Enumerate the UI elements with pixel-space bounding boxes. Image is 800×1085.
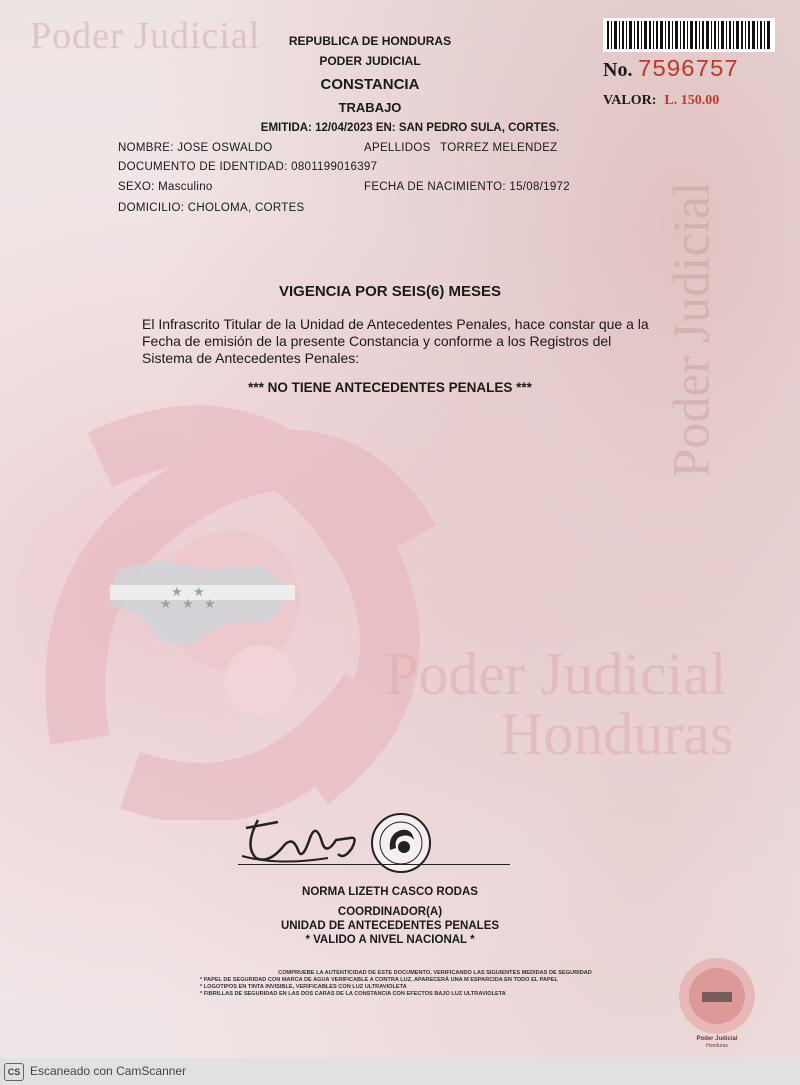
vigencia-heading: VIGENCIA POR SEIS(6) MESES <box>279 283 501 300</box>
valor-label: VALOR: <box>603 93 657 108</box>
signer-validity: * VALIDO A NIVEL NACIONAL * <box>305 934 475 946</box>
domicilio-value: CHOLOMA, CORTES <box>187 202 305 214</box>
barcode <box>603 18 775 52</box>
signer-unit: UNIDAD DE ANTECEDENTES PENALES <box>280 920 500 932</box>
result-text: *** NO TIENE ANTECEDENTES PENALES *** <box>248 380 532 395</box>
documento-label: DOCUMENTO DE IDENTIDAD: <box>118 161 288 173</box>
nombre-value: JOSE OSWALDO <box>177 142 273 154</box>
fine-print-line: * PAPEL DE SEGURIDAD CON MARCA DE AGUA VERIFICABLE A CONTRA LUZ, APARECERÁ UNA M ESPARCIDA EN TODO EL PAPEL <box>200 977 558 983</box>
svg-text:★: ★ <box>160 597 172 612</box>
bottom-stamp-icon <box>672 952 762 1052</box>
domicilio-row <box>118 202 305 214</box>
fine-print-line: * LOGOTIPOS EN TINTA INVISIBLE, VERIFICABLES CON LUZ ULTRAVIOLETA <box>200 984 407 990</box>
documento-value: 0801199016397 <box>291 161 378 173</box>
watermark-poder-judicial: Poder Judicial <box>385 641 727 707</box>
fine-print-line: COMPRUEBE LA AUTENTICIDAD DE ESTE DOCUMENTO, VERIFICANDO LAS SIGUIENTES MEDIDAS DE SEGURIDAD <box>278 970 592 976</box>
fecha-label: FECHA DE NACIMIENTO: <box>364 181 506 193</box>
emblem-watermark <box>10 360 450 820</box>
header-doc-type: CONSTANCIA <box>320 76 420 93</box>
serial-prefix: No. <box>603 59 633 81</box>
signer-name: NORMA LIZETH CASCO RODAS <box>302 886 478 898</box>
svg-text:★: ★ <box>171 585 183 600</box>
signature <box>238 808 368 872</box>
body-text: El Infrascrito Titular de la Unidad de Antecedentes Penales, hace constar que a la Fecha de emisión de la presente Constancia y conforme a los Registros del Sistema de Antecedentes Penales: <box>142 316 649 366</box>
watermark-side: Poder Judicial <box>663 181 721 478</box>
fecha-row <box>364 181 570 193</box>
serial-value: 7596757 <box>637 57 739 84</box>
signer-title: COORDINADOR(A) <box>337 906 443 918</box>
svg-text:★: ★ <box>182 597 194 612</box>
signature-line <box>238 864 510 865</box>
camscanner-footer <box>0 1058 800 1085</box>
valor-amount: L. 150.00 <box>664 93 720 108</box>
fecha-value: 15/08/1972 <box>509 181 570 193</box>
domicilio-label: DOMICILIO: <box>118 202 185 214</box>
fine-print-line: * FIBRILLAS DE SEGURIDAD EN LAS DOS CARAS DE LA CONSTANCIA CON EFECTOS BAJO LUZ ULTRAVIOLETA <box>200 991 506 997</box>
valor <box>603 93 719 109</box>
camscanner-text: Escaneado con CamScanner <box>30 1064 187 1078</box>
serial-number <box>603 57 738 84</box>
header-emitted: EMITIDA: 12/04/2023 EN: SAN PEDRO SULA, CORTES. <box>260 122 560 134</box>
sexo-label: SEXO: <box>118 181 155 193</box>
watermark-honduras: Honduras <box>500 701 734 767</box>
header-institution: PODER JUDICIAL <box>319 54 421 68</box>
sexo-row <box>118 181 213 193</box>
security-fine-print <box>200 970 670 998</box>
watermark-top: Poder Judicial <box>30 15 261 57</box>
nombre-label: NOMBRE: <box>118 142 174 154</box>
documento-row <box>118 161 377 173</box>
apellidos-value: TORREZ MELENDEZ <box>440 142 558 154</box>
nombre-row <box>118 142 272 154</box>
header-purpose: TRABAJO <box>338 100 402 115</box>
apellidos-label: APELLIDOS <box>364 142 431 154</box>
apellidos-row <box>364 142 558 154</box>
svg-text:★: ★ <box>204 597 216 612</box>
stamp-text1: Poder Judicial <box>696 1036 738 1042</box>
svg-text:★: ★ <box>193 585 205 600</box>
header-country: REPUBLICA DE HONDURAS <box>288 34 452 48</box>
sexo-value: Masculino <box>158 181 213 193</box>
stamp-text2: Honduras <box>706 1043 728 1049</box>
camscanner-logo-icon: CS <box>4 1063 24 1081</box>
